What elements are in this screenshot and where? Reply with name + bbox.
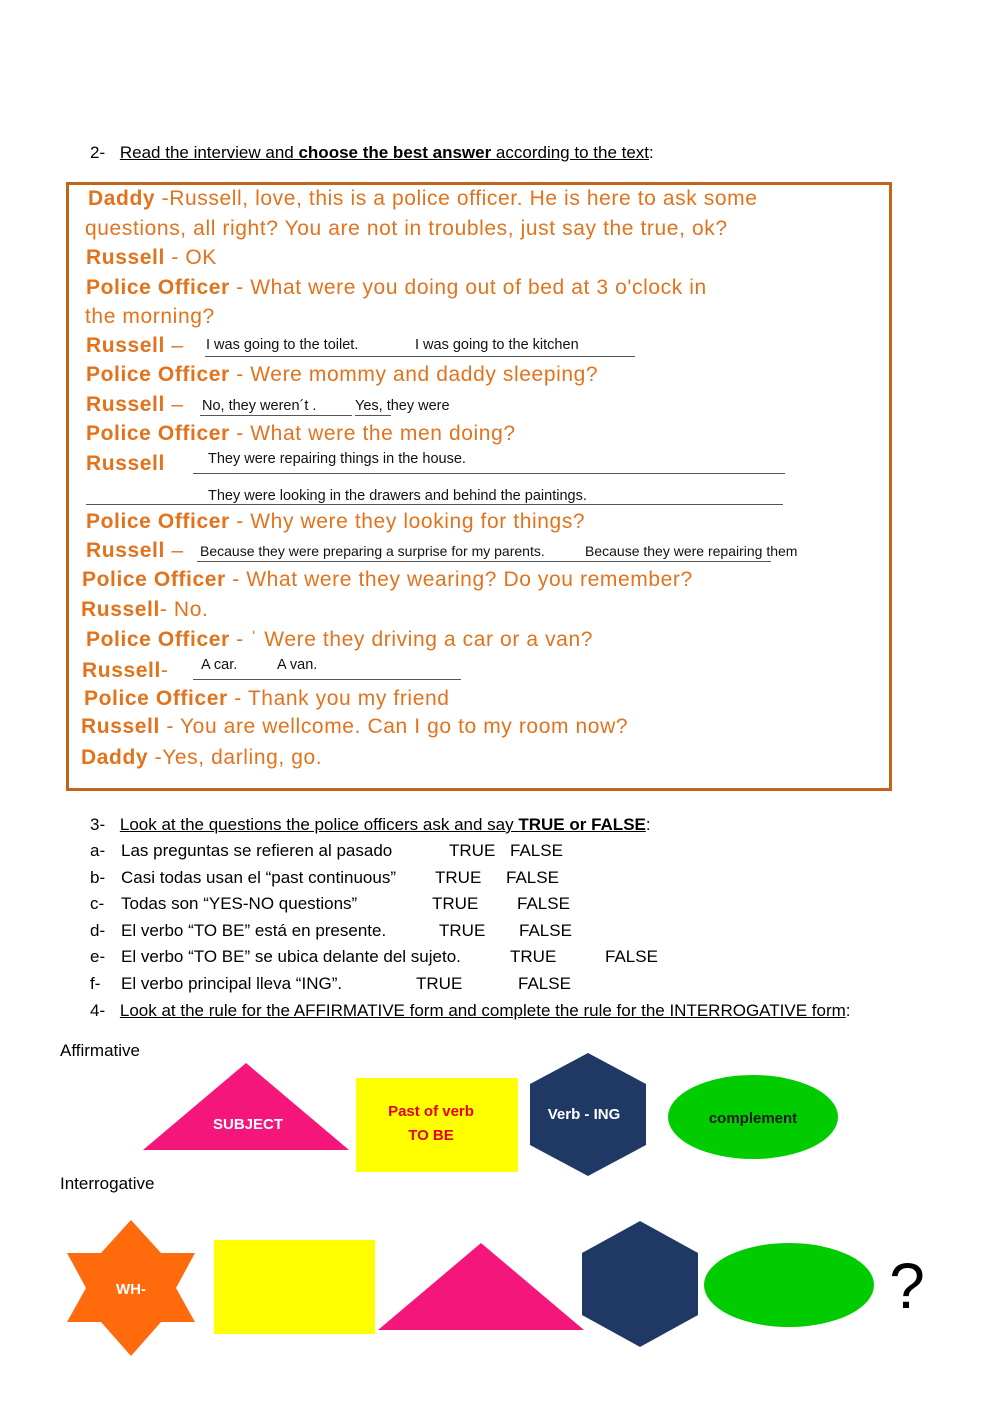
false-option[interactable]: FALSE bbox=[506, 868, 559, 887]
answer-line bbox=[355, 415, 391, 416]
false-option[interactable]: FALSE bbox=[519, 921, 572, 940]
tf-item bbox=[90, 974, 100, 994]
question-text: Read the interview and choose the best answer according to the text bbox=[119, 143, 650, 162]
false-option[interactable]: FALSE bbox=[517, 894, 570, 913]
tf-letter: d- bbox=[90, 921, 106, 940]
question-number: 2- bbox=[90, 143, 106, 162]
false-option[interactable]: FALSE bbox=[605, 947, 658, 966]
empty-complement-ellipse[interactable] bbox=[704, 1243, 874, 1327]
interview-line: Police Officer - What were the men doing? bbox=[86, 422, 516, 445]
answer-option[interactable]: They were repairing things in the house. bbox=[208, 451, 466, 467]
interrogative-rule-diagram bbox=[0, 1210, 1000, 1370]
tf-letter: f- bbox=[90, 974, 101, 993]
true-option[interactable]: TRUE bbox=[432, 894, 479, 913]
tf-statement: El verbo principal lleva “ING”. bbox=[121, 974, 343, 993]
question-4-heading: 4- Look at the rule for the AFFIRMATIVE form and complete the rule for the INTERROGATIVE form: bbox=[90, 1001, 851, 1020]
answer-option[interactable]: A car. bbox=[201, 657, 238, 673]
question-mark: ? bbox=[889, 1250, 925, 1322]
true-option[interactable]: TRUE bbox=[435, 868, 482, 887]
question-2-heading: 2- Read the interview and choose the best answer according to the text: bbox=[90, 143, 654, 162]
tf-statement: El verbo “TO BE” se ubica delante del sujeto. bbox=[121, 947, 461, 966]
affirmative-rule-diagram bbox=[0, 1050, 1000, 1185]
interview-line: Russell – bbox=[86, 539, 184, 562]
tf-statement: Las preguntas se refieren al pasado bbox=[121, 841, 393, 860]
interview-line: Daddy -Russell, love, this is a police officer. He is here to ask some bbox=[88, 187, 758, 210]
interview-line: Police Officer - What were they wearing? Do you remember? bbox=[82, 568, 693, 591]
interview-line: Russell bbox=[86, 452, 165, 475]
interview-line: questions, all right? You are not in troubles, just say the true, ok? bbox=[85, 217, 728, 240]
interview-line: Police Officer - Why were they looking for things? bbox=[86, 510, 586, 533]
interview-line: Russell – bbox=[86, 334, 184, 357]
tobe-rectangle-shape bbox=[356, 1078, 518, 1172]
tf-letter: e- bbox=[90, 947, 106, 966]
answer-line bbox=[197, 561, 771, 562]
tf-item bbox=[90, 894, 104, 914]
answer-line bbox=[205, 356, 635, 357]
interview-line: Russell – bbox=[86, 393, 184, 416]
interview-line: Police Officer - ˈ Were they driving a car or a van? bbox=[86, 628, 594, 651]
tf-statement: Todas son “YES-NO questions” bbox=[121, 894, 358, 913]
tf-letter: a- bbox=[90, 841, 106, 860]
interview-line: Russell - You are wellcome. Can I go to my room now? bbox=[81, 715, 629, 738]
question-number: 3- bbox=[90, 815, 106, 834]
empty-subject-triangle[interactable] bbox=[378, 1243, 584, 1330]
answer-line bbox=[193, 679, 461, 680]
tf-statement: El verbo “TO BE” está en presente. bbox=[121, 921, 387, 940]
answer-option[interactable]: No, they weren´t . bbox=[202, 398, 317, 414]
interview-line: Russell - OK bbox=[86, 246, 217, 269]
tf-letter: c- bbox=[90, 894, 105, 913]
tobe-label-line1: Past of verb bbox=[388, 1103, 474, 1120]
tobe-label-line2: TO BE bbox=[408, 1127, 454, 1144]
true-option[interactable]: TRUE bbox=[416, 974, 463, 993]
interview-line: Police Officer - What were you doing out of bed at 3 o'clock in bbox=[86, 276, 707, 299]
interview-line: Police Officer - Were mommy and daddy sleeping? bbox=[86, 363, 599, 386]
true-option[interactable]: TRUE bbox=[449, 841, 496, 860]
answer-option[interactable]: Yes, they were bbox=[355, 398, 450, 414]
verb-label: Verb - ING bbox=[547, 1106, 621, 1123]
true-option[interactable]: TRUE bbox=[439, 921, 486, 940]
question-number: 4- bbox=[90, 1001, 106, 1020]
interview-line: Russell- No. bbox=[81, 598, 209, 621]
interview-line: Police Officer - Thank you my friend bbox=[84, 687, 450, 710]
question-text: Look at the rule for the AFFIRMATIVE form and complete the rule for the INTERROGATIVE form bbox=[119, 1001, 846, 1020]
tf-item bbox=[90, 947, 105, 967]
interview-line: Russell- bbox=[82, 659, 169, 682]
subject-label: SUBJECT bbox=[212, 1116, 284, 1133]
question-text: Look at the questions the police officers ask and say TRUE or FALSE bbox=[119, 815, 646, 834]
interview-line: Daddy -Yes, darling, go. bbox=[81, 746, 323, 769]
answer-option[interactable]: A van. bbox=[277, 657, 318, 673]
false-option[interactable]: FALSE bbox=[510, 841, 563, 860]
tf-letter: b- bbox=[90, 868, 106, 887]
tf-item bbox=[90, 921, 105, 941]
tf-item bbox=[90, 868, 105, 888]
interrogative-label: Interrogative bbox=[60, 1174, 155, 1193]
interview-line: the morning? bbox=[85, 305, 215, 328]
wh-label: WH- bbox=[116, 1281, 146, 1298]
tf-statement: Casi todas usan el “past continuous” bbox=[121, 868, 396, 887]
answer-option[interactable]: I was going to the kitchen bbox=[415, 337, 579, 353]
answer-option[interactable]: They were looking in the drawers and behind the paintings. bbox=[208, 488, 587, 504]
affirmative-label: Affirmative bbox=[60, 1041, 140, 1060]
answer-option[interactable]: Because they were repairing them bbox=[585, 543, 798, 559]
false-option[interactable]: FALSE bbox=[518, 974, 571, 993]
empty-tobe-rectangle[interactable] bbox=[214, 1240, 375, 1334]
complement-label: complement bbox=[708, 1110, 798, 1127]
question-3-heading: 3- Look at the questions the police officers ask and say TRUE or FALSE: bbox=[90, 815, 651, 834]
answer-line bbox=[200, 415, 352, 416]
answer-option[interactable]: Because they were preparing a surprise for my parents. bbox=[200, 543, 545, 559]
answer-option[interactable]: I was going to the toilet. bbox=[206, 337, 359, 353]
tf-item bbox=[90, 841, 105, 861]
true-option[interactable]: TRUE bbox=[510, 947, 557, 966]
answer-line bbox=[86, 504, 783, 505]
empty-verb-hexagon[interactable] bbox=[582, 1221, 698, 1347]
subject-triangle-shape bbox=[143, 1063, 349, 1150]
answer-line bbox=[193, 473, 785, 474]
